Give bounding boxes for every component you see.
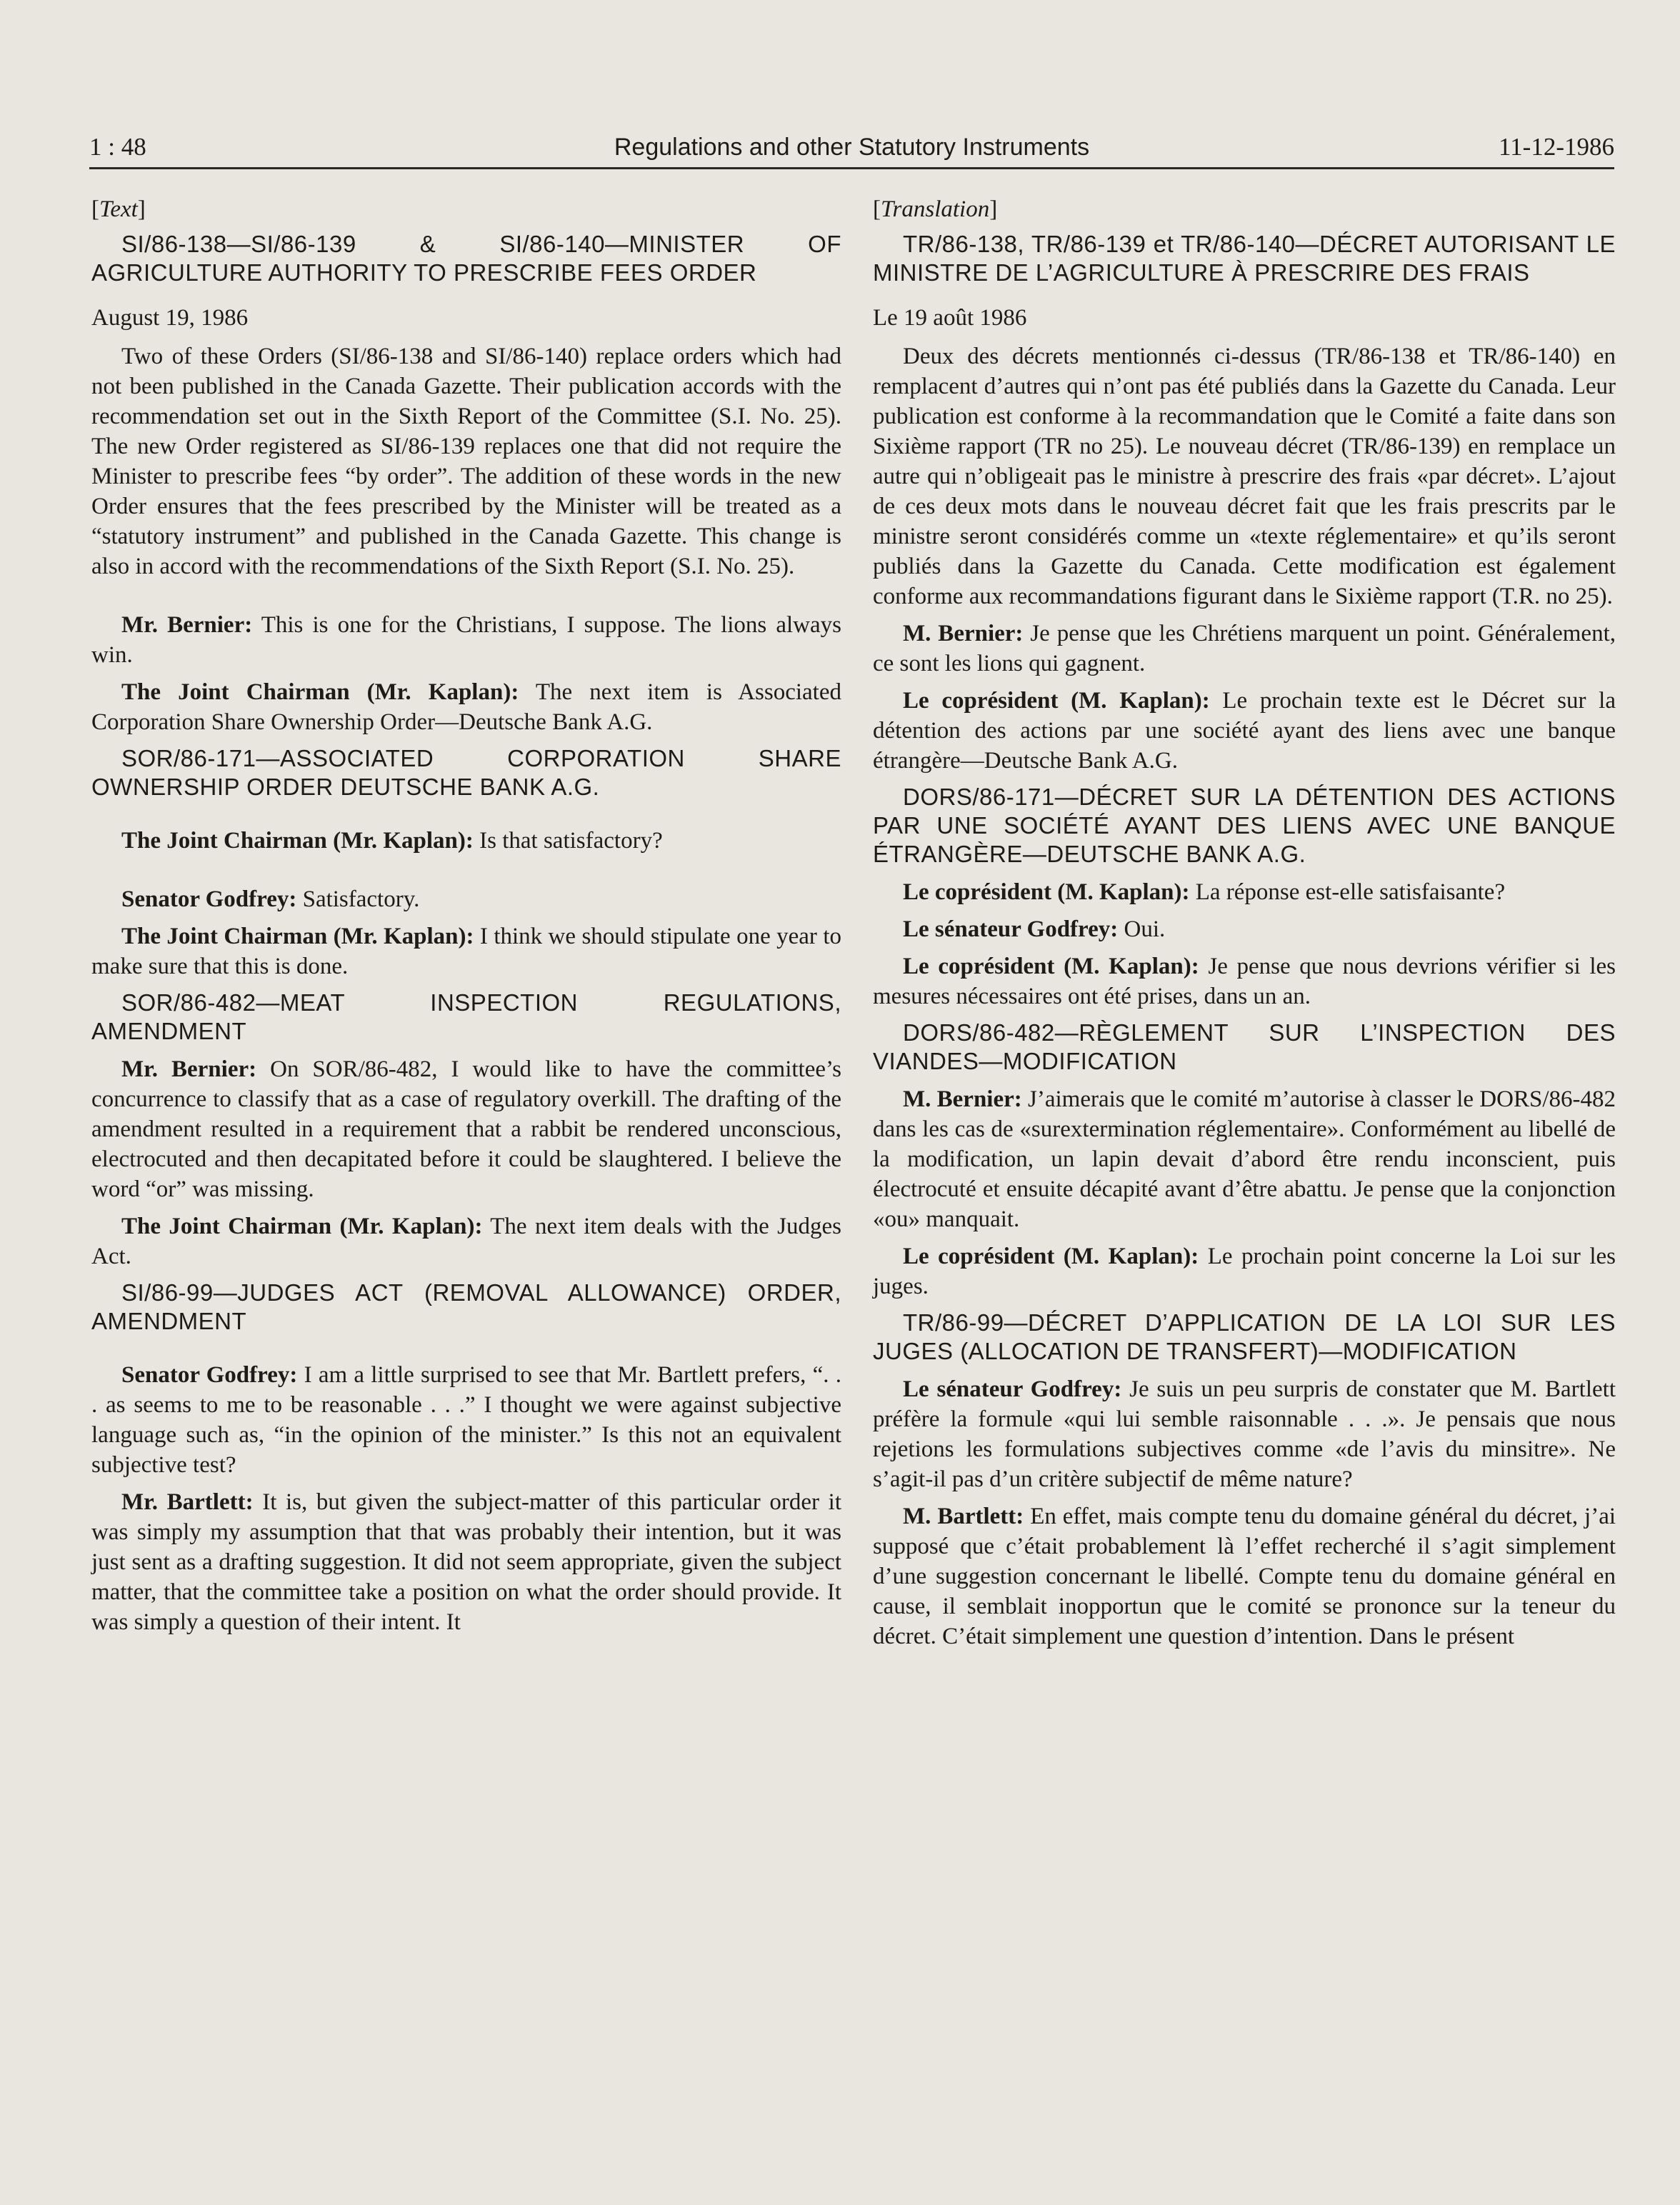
speech-text: Je suis un peu surpris de constater que M. Bartlett préfère la formule «qui lui semble raisonnable . . .». Je pensais que nous rejetions les formulations subjectives comme «de l’avis du minsitre». Ne s’agit-il pas d’un critère subjectif de même nature? [873, 1376, 1616, 1492]
speech [873, 951, 1616, 1011]
speaker-name: Le coprésident (M. Kaplan): [903, 954, 1199, 979]
speaker-name: The Joint Chairman (Mr. Kaplan): [121, 828, 474, 854]
speech-text: On SOR/86-482, I would like to have the committee’s concurrence to classify that as a case of regulatory overkill. The drafting of the amendment resulted in a requirement that a rabbit be rendered unconscious, electrocuted and then decapitated before it could be slaughtered. I believe the word “or” was missing. [91, 1056, 842, 1202]
speech-text: The next item is Associated Corporation Share Ownership Order—Deutsche Bank A.G. [91, 679, 841, 735]
translation-tag: [ Translation ] [873, 194, 1616, 224]
speech-text: Satisfactory. [296, 886, 420, 912]
french-column [873, 194, 1616, 1659]
section-heading: SOR/86-482—MEAT INSPECTION REGULATIONS, AMENDMENT [91, 989, 841, 1044]
speaker-name: M. Bernier: [903, 1086, 1022, 1112]
speaker-name: The Joint Chairman (Mr. Kaplan): [121, 924, 474, 949]
speech [91, 1487, 841, 1637]
speech [91, 826, 841, 856]
speech-text: It is, but given the subject-matter of this particular order it was simply my assumption that that was probably their intention, but it was just sent as a drafting suggestion. It did not seem appropriate, given the subject matter, that the committee take a position on what the order should provide. It was simply a question of their intent. It [91, 1489, 841, 1635]
speaker-name: Senator Godfrey: [121, 1362, 298, 1388]
speaker-name: Le coprésident (M. Kaplan): [903, 688, 1210, 714]
speech-text: This is one for the Christians, I suppose. The lions always win. [91, 612, 841, 668]
section-heading: DORS/86-482—RÈGLEMENT SUR L’INSPECTION DES VIANDES—MODIFICATION [873, 1019, 1616, 1074]
speech [873, 914, 1616, 944]
speaker-name: Le sénateur Godfrey: [903, 916, 1119, 942]
speaker-name: Le coprésident (M. Kaplan): [903, 879, 1190, 905]
speech-text: Le prochain point concerne la Loi sur les juges. [873, 1244, 1616, 1299]
speech [91, 884, 841, 914]
paragraph: Deux des décrets mentionnés ci-dessus (TR/86-138 et TR/86-140) en remplacent d’autres qui n’ont pas été publiés dans la Gazette du Canada. Leur publication est conforme à la recommandation que le Comité a faite dans son Sixième rapport (TR no 25). Le nouveau décret (TR/86-139) en remplace un autre qui n’obligeait pas le ministre à prescrire des frais «par décret». L’ajout de ces deux mots dans le nouveau décret fait que les frais prescrits par le ministre seront considérés comme un «texte réglementaire» et qu’ils seront publiés dans la Gazette du Canada. Cette modification est également conforme aux recommandations figurant dans le Sixième rapport (T.R. no 25). [873, 344, 1616, 609]
speech-text: I think we should stipulate one year to make sure that this is done. [91, 924, 841, 979]
speech-text: Je pense que nous devrions vérifier si les mesures nécessaires ont été prises, dans un an. [873, 954, 1616, 1009]
page-number: 1 : 48 [89, 133, 146, 161]
speech [91, 1360, 841, 1480]
speaker-name: The Joint Chairman (Mr. Kaplan): [121, 679, 519, 705]
speech [91, 921, 841, 981]
section-date: Le 19 août 1986 [873, 305, 1027, 331]
speech-text: I am a little surprised to see that Mr. Bartlett prefers, “. . . as seems to me to be reasonable . . .” I thought we were against subjective language such as, “in the opinion of the minister.” Is this not an equivalent subjective test? [91, 1362, 842, 1478]
section-heading: TR/86-99—DÉCRET D’APPLICATION DE LA LOI SUR LES JUGES (ALLOCATION DE TRANSFERT)—MODIFICATION [873, 1309, 1616, 1364]
speech [873, 877, 1616, 907]
speaker-name: Mr. Bartlett: [121, 1489, 254, 1515]
speech [873, 1374, 1616, 1494]
speaker-name: The Joint Chairman (Mr. Kaplan): [121, 1214, 483, 1239]
speech [873, 619, 1616, 679]
speech [91, 1211, 841, 1271]
section-heading: TR/86-138, TR/86-139 et TR/86-140—DÉCRET AUTORISANT LE MINISTRE DE L’AGRICULTURE À PRESCRIRE DES FRAIS [873, 231, 1616, 286]
running-title: Regulations and other Statutory Instruments [614, 134, 1090, 161]
speech [91, 610, 841, 670]
speech-text: Is that satisfactory? [473, 828, 663, 854]
speaker-name: Le coprésident (M. Kaplan): [903, 1244, 1199, 1269]
paragraph: Two of these Orders (SI/86-138 and SI/86-140) replace orders which had not been published in the Canada Gazette. Their publication accords with the recommendation set out in the Sixth Report of the Committee (S.I. No. 25). The new Order registered as SI/86-139 replaces one that did not require the Minister to prescribe fees “by order”. The addition of these words in the new Order ensures that the fees prescribed by the Minister will be treated as a “statutory instrument” and published in the Canada Gazette. This change is also in accord with the recommendations of the Sixth Report (S.I. No. 25). [91, 344, 841, 579]
speech [91, 1054, 841, 1204]
speech [873, 1241, 1616, 1301]
english-column [91, 194, 841, 1644]
page-header [89, 123, 1614, 169]
speech-text: Oui. [1118, 916, 1166, 942]
speech [873, 1501, 1616, 1651]
section-heading: SI/86-99—JUDGES ACT (REMOVAL ALLOWANCE) ORDER, AMENDMENT [91, 1279, 841, 1334]
speaker-name: M. Bartlett: [903, 1504, 1024, 1529]
header-date: 11-12-1986 [1498, 133, 1614, 161]
section-heading: SI/86-138—SI/86-139 & SI/86-140—MINISTER OF AGRICULTURE AUTHORITY TO PRESCRIBE FEES ORDER [91, 231, 841, 286]
speaker-name: Mr. Bernier: [121, 1056, 257, 1082]
section-heading: SOR/86-171—ASSOCIATED CORPORATION SHARE OWNERSHIP ORDER DEUTSCHE BANK A.G. [91, 745, 841, 800]
section-heading: DORS/86-171—DÉCRET SUR LA DÉTENTION DES ACTIONS PAR UNE SOCIÉTÉ AYANT DES LIENS AVEC UNE BANQUE ÉTRANGÈRE—DEUTSCHE BANK A.G. [873, 784, 1616, 867]
speaker-name: M. Bernier: [903, 621, 1024, 646]
speaker-name: Senator Godfrey: [121, 886, 297, 912]
speech-text: Le prochain texte est le Décret sur la détention des actions par une société ayant des liens avec une banque étrangère—Deutsche Bank A.G. [873, 688, 1616, 774]
speech-text: La réponse est-elle satisfaisante? [1189, 879, 1506, 905]
speech-text: En effet, mais compte tenu du domaine général du décret, j’ai supposé que c’était probablement là l’effet recherché il s’agit simplement d’une suggestion concernant le libellé. Compte tenu du domaine général en cause, il semblait inopportun que le comité se prononce sur la teneur du décret. C’était simplement une question d’intention. Dans le présent [873, 1504, 1616, 1649]
text-tag: [ Text ] [91, 194, 841, 224]
speaker-name: Mr. Bernier: [121, 612, 253, 638]
speech-text: J’aimerais que le comité m’autorise à classer le DORS/86-482 dans les cas de «surextermination réglementaire». Conformément au libellé de la modification, un lapin devait d’abord être rendu inconscient, puis électrocuté et ensuite décapité avant d’être abattu. Je pense que la conjonction «ou» manquait. [873, 1086, 1616, 1232]
speaker-name: Le sénateur Godfrey: [903, 1376, 1122, 1402]
speech [873, 686, 1616, 776]
section-date: August 19, 1986 [91, 305, 249, 331]
speech [873, 1084, 1616, 1234]
speech-text: The next item deals with the Judges Act. [91, 1214, 842, 1269]
speech [91, 677, 841, 737]
speech-text: Je pense que les Chrétiens marquent un point. Généralement, ce sont les lions qui gagnent. [873, 621, 1616, 676]
